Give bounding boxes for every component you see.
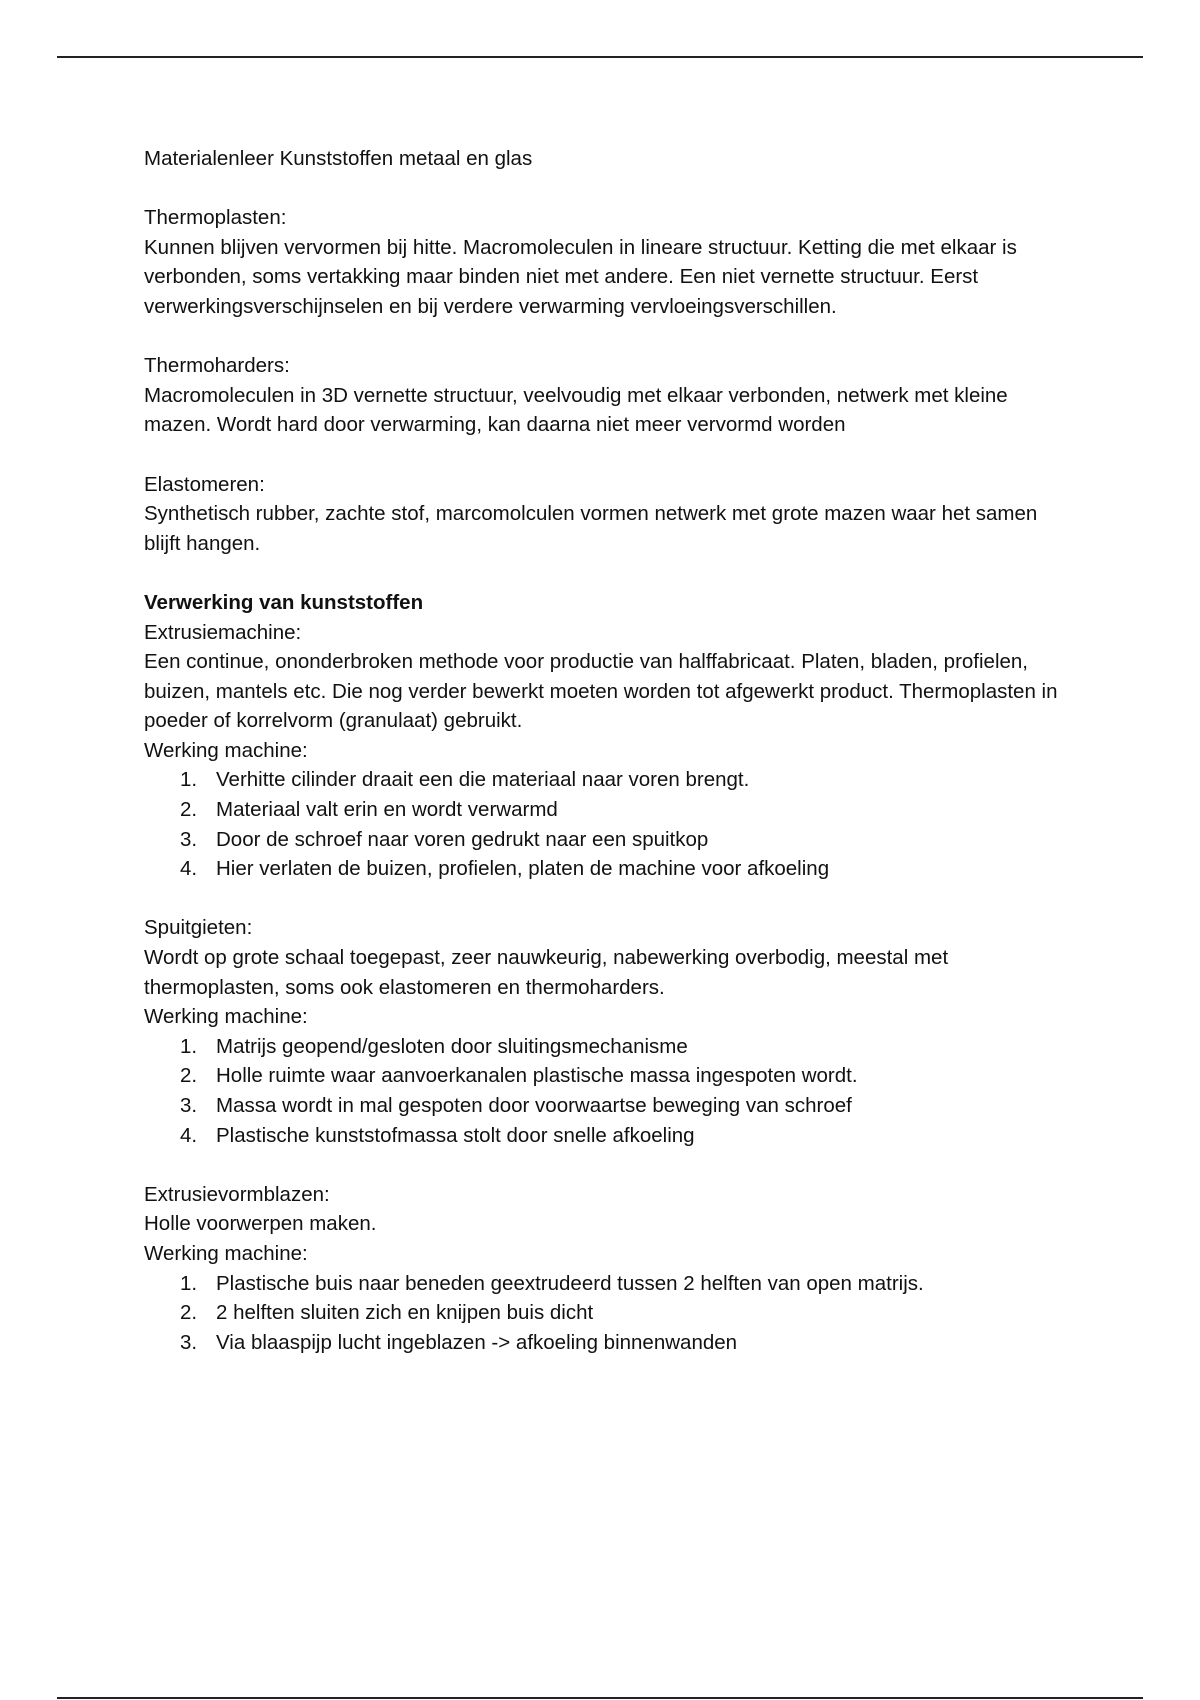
list-text: Matrijs geopend/gesloten door sluitingsmechanisme [216, 1034, 688, 1058]
thermoplasten-text: Kunnen blijven vervormen bij hitte. Macromoleculen in lineare structuur. Ketting die met elkaar is verbonden, soms vertakking maar binden niet met andere. Een niet vernette structuur. Eerst verwerkingsverschijnselen en bij verdere verwarming vervloeingsverschillen. [144, 235, 1017, 318]
verwerking-heading: Verwerking van kunststoffen [144, 590, 424, 614]
list-text: Door de schroef naar voren gedrukt naar een spuitkop [216, 827, 709, 851]
list-number: 1. [180, 1271, 198, 1295]
list-number: 4. [180, 857, 198, 881]
document-title: Materialenleer Kunststoffen metaal en glas [144, 147, 533, 170]
list-item [144, 1269, 1074, 1299]
list-number: 4. [180, 1123, 198, 1147]
list-number: 3. [180, 1330, 198, 1354]
header-rule [57, 56, 1143, 58]
list-item [144, 1061, 1074, 1091]
list-number: 1. [180, 768, 198, 792]
list-text: Via blaaspijp lucht ingeblazen -> afkoeling binnenwanden [216, 1330, 738, 1354]
list-item [144, 1121, 1074, 1151]
list-item [144, 795, 1074, 825]
list-number: 2. [180, 798, 198, 822]
thermoharders-text: Macromoleculen in 3D vernette structuur, veelvoudig met elkaar verbonden, netwerk met kleine mazen. Wordt hard door verwarming, kan daarna niet meer vervormd worden [144, 383, 1008, 437]
list-text: Verhitte cilinder draait een die materiaal naar voren brengt. [216, 768, 750, 792]
list-item [144, 825, 1074, 855]
list-text: Massa wordt in mal gespoten door voorwaartse beweging van schroef [216, 1094, 852, 1117]
footer-rule [57, 1697, 1143, 1699]
list-item [144, 1328, 1074, 1358]
spuitgieten-heading: Spuitgieten: [144, 916, 253, 940]
vormblazen-werking-label: Werking machine: [144, 1241, 308, 1265]
vormblazen-heading: Extrusievormblazen: [144, 1182, 330, 1206]
list-text: Plastische buis naar beneden geextrudeerd tussen 2 helften van open matrijs. [216, 1271, 924, 1295]
list-number: 1. [180, 1034, 198, 1058]
list-number: 3. [180, 827, 198, 851]
extrusie-werking-label: Werking machine: [144, 738, 308, 762]
spuitgieten-steps-list [144, 1032, 1074, 1150]
list-item [144, 765, 1074, 795]
vormblazen-steps-list [144, 1269, 1074, 1358]
list-number: 2. [180, 1064, 198, 1088]
list-item [144, 1298, 1074, 1328]
vormblazen-text: Holle voorwerpen maken. [144, 1212, 377, 1236]
spuitgieten-text: Wordt op grote schaal toegepast, zeer nauwkeurig, nabewerking overbodig, meestal met thermoplasten, soms ook elastomeren en thermoharders. [144, 946, 949, 999]
extrusie-steps-list [144, 765, 1074, 883]
elastomeren-heading: Elastomeren: [144, 472, 265, 496]
list-item [144, 854, 1074, 884]
list-number: 3. [180, 1094, 198, 1117]
list-item [144, 1091, 1074, 1121]
list-text: Plastische kunststofmassa stolt door snelle afkoeling [216, 1123, 695, 1147]
list-text: 2 helften sluiten zich en knijpen buis dicht [216, 1301, 594, 1325]
list-text: Holle ruimte waar aanvoerkanalen plastische massa ingespoten wordt. [216, 1064, 858, 1088]
elastomeren-text: Synthetisch rubber, zachte stof, marcomolculen vormen netwerk met grote mazen waar het samen blijft hangen. [144, 502, 1038, 555]
thermoharders-heading: Thermoharders: [144, 354, 290, 378]
extrusie-text: Een continue, ononderbroken methode voor productie van halffabricaat. Platen, bladen, profielen, buizen, mantels etc. Die nog verder bewerkt moeten worden tot afgewerkt product. Thermoplasten in poeder of korrelvorm (granulaat) gebruikt. [144, 650, 1058, 733]
list-text: Hier verlaten de buizen, profielen, platen de machine voor afkoeling [216, 857, 830, 881]
extrusie-heading: Extrusiemachine: [144, 620, 302, 644]
spuitgieten-werking-label: Werking machine: [144, 1005, 308, 1029]
thermoplasten-heading: Thermoplasten: [144, 206, 287, 230]
document-body [144, 144, 1074, 1357]
list-item [144, 1032, 1074, 1062]
list-text: Materiaal valt erin en wordt verwarmd [216, 798, 558, 822]
list-number: 2. [180, 1301, 198, 1325]
